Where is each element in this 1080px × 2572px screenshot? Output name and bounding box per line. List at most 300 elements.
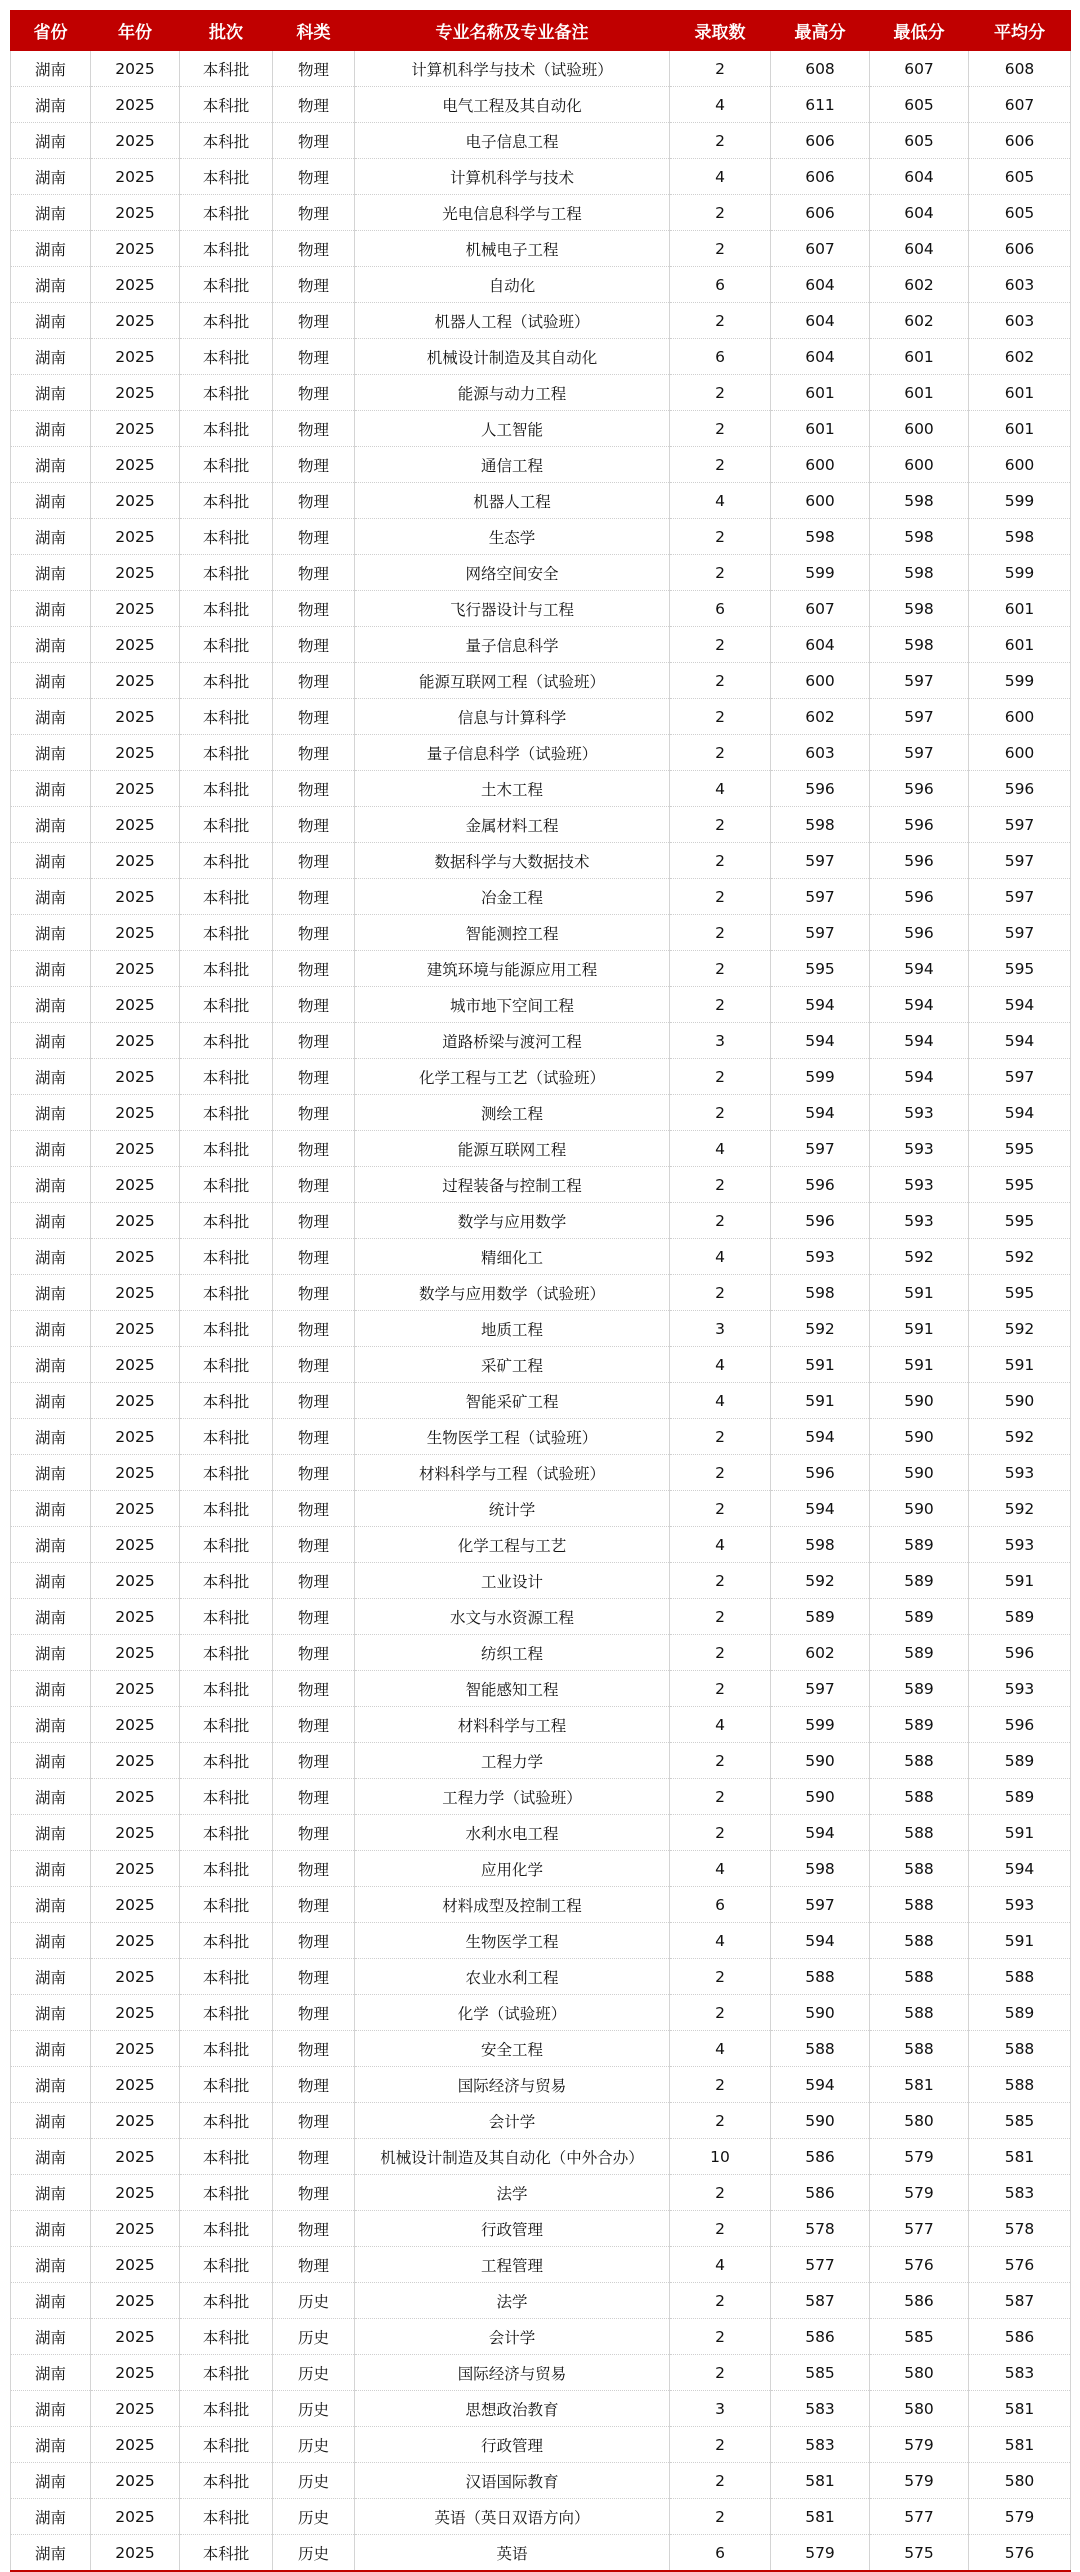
cell-major: 建筑环境与能源应用工程 — [355, 951, 670, 987]
cell-admitted: 2 — [670, 2463, 771, 2499]
table-row — [11, 2031, 1071, 2067]
cell-max-score: 596 — [771, 1455, 870, 1491]
cell-major: 农业水利工程 — [355, 1959, 670, 1995]
cell-year: 2025 — [91, 267, 180, 303]
cell-min-score: 604 — [870, 195, 969, 231]
cell-major: 化学工程与工艺（试验班） — [355, 1059, 670, 1095]
cell-admitted: 3 — [670, 1311, 771, 1347]
cell-admitted: 2 — [670, 987, 771, 1023]
cell-max-score: 589 — [771, 1599, 870, 1635]
cell-major: 数据科学与大数据技术 — [355, 843, 670, 879]
cell-min-score: 588 — [870, 1995, 969, 2031]
cell-province: 湖南 — [11, 1527, 91, 1563]
cell-min-score: 598 — [870, 519, 969, 555]
table-row — [11, 555, 1071, 591]
cell-subject: 物理 — [273, 231, 355, 267]
cell-subject: 物理 — [273, 519, 355, 555]
cell-subject: 物理 — [273, 2211, 355, 2247]
cell-avg-score: 586 — [969, 2319, 1071, 2355]
cell-max-score: 598 — [771, 1851, 870, 1887]
cell-batch: 本科批 — [180, 1671, 273, 1707]
cell-batch: 本科批 — [180, 1563, 273, 1599]
cell-major: 安全工程 — [355, 2031, 670, 2067]
cell-subject: 历史 — [273, 2391, 355, 2427]
cell-year: 2025 — [91, 303, 180, 339]
cell-avg-score: 587 — [969, 2283, 1071, 2319]
cell-admitted: 2 — [670, 1815, 771, 1851]
cell-batch: 本科批 — [180, 411, 273, 447]
cell-min-score: 575 — [870, 2535, 969, 2572]
cell-year: 2025 — [91, 1671, 180, 1707]
cell-min-score: 589 — [870, 1527, 969, 1563]
cell-min-score: 598 — [870, 591, 969, 627]
cell-subject: 物理 — [273, 411, 355, 447]
cell-max-score: 587 — [771, 2283, 870, 2319]
cell-province: 湖南 — [11, 1563, 91, 1599]
cell-admitted: 2 — [670, 843, 771, 879]
cell-avg-score: 601 — [969, 591, 1071, 627]
table-row — [11, 123, 1071, 159]
cell-avg-score: 595 — [969, 1131, 1071, 1167]
cell-subject: 物理 — [273, 123, 355, 159]
cell-avg-score: 581 — [969, 2139, 1071, 2175]
cell-avg-score: 597 — [969, 1059, 1071, 1095]
table-row — [11, 951, 1071, 987]
cell-major: 智能测控工程 — [355, 915, 670, 951]
cell-province: 湖南 — [11, 87, 91, 123]
cell-province: 湖南 — [11, 807, 91, 843]
admission-scores-table — [10, 10, 1071, 2572]
table-header-row — [11, 11, 1071, 51]
header-max-score: 最高分 — [771, 11, 870, 51]
cell-year: 2025 — [91, 519, 180, 555]
cell-max-score: 593 — [771, 1239, 870, 1275]
cell-min-score: 585 — [870, 2319, 969, 2355]
table-row — [11, 87, 1071, 123]
cell-admitted: 2 — [670, 519, 771, 555]
cell-avg-score: 592 — [969, 1491, 1071, 1527]
cell-major: 量子信息科学 — [355, 627, 670, 663]
cell-subject: 物理 — [273, 447, 355, 483]
cell-province: 湖南 — [11, 591, 91, 627]
cell-subject: 历史 — [273, 2427, 355, 2463]
cell-province: 湖南 — [11, 1851, 91, 1887]
cell-min-score: 588 — [870, 1959, 969, 1995]
cell-subject: 物理 — [273, 1419, 355, 1455]
cell-major: 测绘工程 — [355, 1095, 670, 1131]
table-row — [11, 1887, 1071, 1923]
cell-year: 2025 — [91, 1491, 180, 1527]
cell-province: 湖南 — [11, 1671, 91, 1707]
cell-year: 2025 — [91, 1743, 180, 1779]
table-row — [11, 915, 1071, 951]
cell-subject: 物理 — [273, 1167, 355, 1203]
cell-admitted: 2 — [670, 1455, 771, 1491]
cell-province: 湖南 — [11, 2211, 91, 2247]
cell-province: 湖南 — [11, 1779, 91, 1815]
cell-max-score: 594 — [771, 1815, 870, 1851]
cell-min-score: 598 — [870, 483, 969, 519]
cell-max-score: 596 — [771, 1203, 870, 1239]
cell-year: 2025 — [91, 1851, 180, 1887]
cell-min-score: 588 — [870, 1815, 969, 1851]
table-row — [11, 1347, 1071, 1383]
cell-min-score: 598 — [870, 555, 969, 591]
cell-avg-score: 576 — [969, 2535, 1071, 2572]
cell-admitted: 4 — [670, 1347, 771, 1383]
cell-subject: 物理 — [273, 807, 355, 843]
cell-admitted: 2 — [670, 1419, 771, 1455]
cell-subject: 物理 — [273, 555, 355, 591]
table-row — [11, 1311, 1071, 1347]
cell-province: 湖南 — [11, 1959, 91, 1995]
cell-admitted: 2 — [670, 699, 771, 735]
table-row — [11, 843, 1071, 879]
cell-admitted: 4 — [670, 1923, 771, 1959]
cell-max-score: 594 — [771, 1419, 870, 1455]
cell-max-score: 599 — [771, 1059, 870, 1095]
cell-province: 湖南 — [11, 555, 91, 591]
cell-batch: 本科批 — [180, 915, 273, 951]
cell-year: 2025 — [91, 2211, 180, 2247]
cell-min-score: 600 — [870, 411, 969, 447]
cell-admitted: 2 — [670, 1167, 771, 1203]
cell-batch: 本科批 — [180, 843, 273, 879]
cell-major: 会计学 — [355, 2103, 670, 2139]
cell-admitted: 2 — [670, 231, 771, 267]
cell-year: 2025 — [91, 2031, 180, 2067]
cell-min-score: 589 — [870, 1599, 969, 1635]
cell-admitted: 2 — [670, 1599, 771, 1635]
cell-batch: 本科批 — [180, 2427, 273, 2463]
cell-avg-score: 589 — [969, 1995, 1071, 2031]
cell-subject: 历史 — [273, 2463, 355, 2499]
table-row — [11, 2427, 1071, 2463]
cell-avg-score: 589 — [969, 1779, 1071, 1815]
cell-max-score: 598 — [771, 807, 870, 843]
cell-batch: 本科批 — [180, 2391, 273, 2427]
cell-subject: 物理 — [273, 627, 355, 663]
cell-batch: 本科批 — [180, 1347, 273, 1383]
cell-avg-score: 596 — [969, 771, 1071, 807]
cell-year: 2025 — [91, 51, 180, 87]
table-row — [11, 411, 1071, 447]
cell-admitted: 2 — [670, 1671, 771, 1707]
cell-avg-score: 597 — [969, 807, 1071, 843]
table-row — [11, 1491, 1071, 1527]
cell-min-score: 602 — [870, 303, 969, 339]
cell-subject: 物理 — [273, 51, 355, 87]
cell-province: 湖南 — [11, 159, 91, 195]
table-row — [11, 2355, 1071, 2391]
cell-max-score: 577 — [771, 2247, 870, 2283]
cell-max-score: 591 — [771, 1347, 870, 1383]
cell-subject: 物理 — [273, 699, 355, 735]
table-row — [11, 2103, 1071, 2139]
table-row — [11, 1851, 1071, 1887]
cell-min-score: 588 — [870, 1779, 969, 1815]
cell-batch: 本科批 — [180, 627, 273, 663]
cell-admitted: 6 — [670, 591, 771, 627]
cell-max-score: 607 — [771, 231, 870, 267]
cell-avg-score: 593 — [969, 1527, 1071, 1563]
cell-subject: 物理 — [273, 339, 355, 375]
cell-max-score: 594 — [771, 1491, 870, 1527]
cell-max-score: 607 — [771, 591, 870, 627]
cell-year: 2025 — [91, 627, 180, 663]
cell-batch: 本科批 — [180, 2499, 273, 2535]
cell-province: 湖南 — [11, 1635, 91, 1671]
cell-max-score: 594 — [771, 1095, 870, 1131]
cell-batch: 本科批 — [180, 663, 273, 699]
cell-min-score: 602 — [870, 267, 969, 303]
cell-province: 湖南 — [11, 2535, 91, 2572]
cell-min-score: 580 — [870, 2103, 969, 2139]
cell-min-score: 596 — [870, 771, 969, 807]
cell-province: 湖南 — [11, 1815, 91, 1851]
cell-min-score: 591 — [870, 1347, 969, 1383]
cell-admitted: 2 — [670, 1203, 771, 1239]
cell-avg-score: 588 — [969, 2031, 1071, 2067]
cell-subject: 物理 — [273, 771, 355, 807]
cell-major: 冶金工程 — [355, 879, 670, 915]
cell-year: 2025 — [91, 483, 180, 519]
cell-min-score: 589 — [870, 1635, 969, 1671]
cell-subject: 物理 — [273, 735, 355, 771]
cell-year: 2025 — [91, 123, 180, 159]
cell-major: 工程管理 — [355, 2247, 670, 2283]
cell-subject: 物理 — [273, 2103, 355, 2139]
cell-max-score: 594 — [771, 1023, 870, 1059]
cell-min-score: 579 — [870, 2139, 969, 2175]
cell-year: 2025 — [91, 339, 180, 375]
cell-major: 网络空间安全 — [355, 555, 670, 591]
cell-avg-score: 583 — [969, 2175, 1071, 2211]
cell-avg-score: 599 — [969, 555, 1071, 591]
cell-admitted: 4 — [670, 771, 771, 807]
cell-year: 2025 — [91, 735, 180, 771]
cell-batch: 本科批 — [180, 1419, 273, 1455]
table-row — [11, 2139, 1071, 2175]
cell-subject: 历史 — [273, 2499, 355, 2535]
cell-min-score: 604 — [870, 159, 969, 195]
cell-max-score: 591 — [771, 1383, 870, 1419]
cell-subject: 物理 — [273, 1743, 355, 1779]
cell-max-score: 600 — [771, 483, 870, 519]
cell-subject: 物理 — [273, 1095, 355, 1131]
cell-subject: 物理 — [273, 1131, 355, 1167]
table-row — [11, 2499, 1071, 2535]
cell-major: 国际经济与贸易 — [355, 2067, 670, 2103]
cell-min-score: 592 — [870, 1239, 969, 1275]
cell-batch: 本科批 — [180, 2031, 273, 2067]
cell-year: 2025 — [91, 879, 180, 915]
cell-major: 机械设计制造及其自动化（中外合办） — [355, 2139, 670, 2175]
cell-admitted: 2 — [670, 735, 771, 771]
cell-admitted: 2 — [670, 1059, 771, 1095]
cell-avg-score: 579 — [969, 2499, 1071, 2535]
cell-admitted: 2 — [670, 555, 771, 591]
table-row — [11, 1635, 1071, 1671]
cell-province: 湖南 — [11, 2175, 91, 2211]
cell-subject: 物理 — [273, 1707, 355, 1743]
cell-min-score: 591 — [870, 1275, 969, 1311]
cell-subject: 物理 — [273, 2247, 355, 2283]
cell-year: 2025 — [91, 1599, 180, 1635]
cell-subject: 物理 — [273, 1239, 355, 1275]
cell-major: 纺织工程 — [355, 1635, 670, 1671]
cell-province: 湖南 — [11, 447, 91, 483]
cell-batch: 本科批 — [180, 1023, 273, 1059]
cell-province: 湖南 — [11, 231, 91, 267]
cell-max-score: 596 — [771, 1167, 870, 1203]
cell-batch: 本科批 — [180, 2211, 273, 2247]
cell-admitted: 4 — [670, 1383, 771, 1419]
cell-batch: 本科批 — [180, 375, 273, 411]
cell-admitted: 2 — [670, 1995, 771, 2031]
cell-max-score: 592 — [771, 1311, 870, 1347]
cell-admitted: 3 — [670, 2391, 771, 2427]
cell-batch: 本科批 — [180, 807, 273, 843]
table-row — [11, 2319, 1071, 2355]
cell-min-score: 589 — [870, 1563, 969, 1599]
cell-avg-score: 606 — [969, 123, 1071, 159]
cell-year: 2025 — [91, 231, 180, 267]
cell-max-score: 608 — [771, 51, 870, 87]
table-row — [11, 267, 1071, 303]
table-row — [11, 1563, 1071, 1599]
cell-year: 2025 — [91, 2247, 180, 2283]
cell-avg-score: 597 — [969, 879, 1071, 915]
cell-admitted: 2 — [670, 2283, 771, 2319]
cell-max-score: 583 — [771, 2427, 870, 2463]
cell-min-score: 588 — [870, 1923, 969, 1959]
cell-min-score: 577 — [870, 2499, 969, 2535]
table-body — [11, 51, 1071, 2572]
table-row — [11, 1455, 1071, 1491]
cell-major: 地质工程 — [355, 1311, 670, 1347]
cell-province: 湖南 — [11, 1419, 91, 1455]
cell-major: 能源与动力工程 — [355, 375, 670, 411]
cell-subject: 物理 — [273, 1851, 355, 1887]
cell-batch: 本科批 — [180, 1275, 273, 1311]
cell-province: 湖南 — [11, 1023, 91, 1059]
cell-min-score: 576 — [870, 2247, 969, 2283]
cell-major: 材料科学与工程 — [355, 1707, 670, 1743]
cell-subject: 物理 — [273, 843, 355, 879]
cell-major: 智能感知工程 — [355, 1671, 670, 1707]
cell-batch: 本科批 — [180, 2139, 273, 2175]
cell-province: 湖南 — [11, 1887, 91, 1923]
cell-avg-score: 596 — [969, 1635, 1071, 1671]
cell-major: 英语 — [355, 2535, 670, 2572]
cell-min-score: 579 — [870, 2463, 969, 2499]
cell-max-score: 598 — [771, 1275, 870, 1311]
cell-max-score: 604 — [771, 303, 870, 339]
table-row — [11, 2247, 1071, 2283]
cell-max-score: 597 — [771, 843, 870, 879]
cell-year: 2025 — [91, 1239, 180, 1275]
cell-admitted: 2 — [670, 1563, 771, 1599]
cell-avg-score: 594 — [969, 1023, 1071, 1059]
cell-admitted: 2 — [670, 1959, 771, 1995]
cell-batch: 本科批 — [180, 1743, 273, 1779]
table-row — [11, 2391, 1071, 2427]
table-row — [11, 1419, 1071, 1455]
table-row — [11, 1023, 1071, 1059]
cell-min-score: 593 — [870, 1167, 969, 1203]
cell-subject: 物理 — [273, 951, 355, 987]
cell-min-score: 605 — [870, 87, 969, 123]
cell-batch: 本科批 — [180, 1095, 273, 1131]
cell-year: 2025 — [91, 1275, 180, 1311]
cell-avg-score: 603 — [969, 303, 1071, 339]
table-row — [11, 663, 1071, 699]
cell-subject: 物理 — [273, 1023, 355, 1059]
cell-subject: 物理 — [273, 1347, 355, 1383]
cell-year: 2025 — [91, 843, 180, 879]
cell-avg-score: 597 — [969, 843, 1071, 879]
table-row — [11, 159, 1071, 195]
cell-batch: 本科批 — [180, 735, 273, 771]
cell-admitted: 2 — [670, 1779, 771, 1815]
cell-admitted: 2 — [670, 2175, 771, 2211]
cell-admitted: 2 — [670, 2355, 771, 2391]
cell-major: 采矿工程 — [355, 1347, 670, 1383]
cell-min-score: 598 — [870, 627, 969, 663]
cell-avg-score: 593 — [969, 1887, 1071, 1923]
cell-subject: 历史 — [273, 2355, 355, 2391]
cell-major: 金属材料工程 — [355, 807, 670, 843]
cell-avg-score: 593 — [969, 1671, 1071, 1707]
cell-admitted: 2 — [670, 447, 771, 483]
cell-province: 湖南 — [11, 735, 91, 771]
cell-max-score: 588 — [771, 1959, 870, 1995]
cell-avg-score: 601 — [969, 627, 1071, 663]
cell-avg-score: 581 — [969, 2391, 1071, 2427]
cell-avg-score: 606 — [969, 231, 1071, 267]
cell-province: 湖南 — [11, 519, 91, 555]
cell-admitted: 10 — [670, 2139, 771, 2175]
cell-year: 2025 — [91, 1347, 180, 1383]
cell-major: 计算机科学与技术 — [355, 159, 670, 195]
cell-subject: 物理 — [273, 2175, 355, 2211]
cell-subject: 物理 — [273, 303, 355, 339]
cell-province: 湖南 — [11, 1599, 91, 1635]
cell-min-score: 596 — [870, 915, 969, 951]
cell-year: 2025 — [91, 1383, 180, 1419]
cell-province: 湖南 — [11, 2391, 91, 2427]
cell-province: 湖南 — [11, 2499, 91, 2535]
cell-batch: 本科批 — [180, 87, 273, 123]
cell-avg-score: 595 — [969, 1275, 1071, 1311]
cell-year: 2025 — [91, 2283, 180, 2319]
cell-province: 湖南 — [11, 1239, 91, 1275]
cell-major: 工业设计 — [355, 1563, 670, 1599]
cell-subject: 历史 — [273, 2283, 355, 2319]
cell-admitted: 6 — [670, 1887, 771, 1923]
cell-year: 2025 — [91, 1527, 180, 1563]
cell-min-score: 607 — [870, 51, 969, 87]
cell-min-score: 588 — [870, 1887, 969, 1923]
cell-province: 湖南 — [11, 1059, 91, 1095]
cell-batch: 本科批 — [180, 1599, 273, 1635]
cell-batch: 本科批 — [180, 1203, 273, 1239]
cell-batch: 本科批 — [180, 1167, 273, 1203]
cell-min-score: 586 — [870, 2283, 969, 2319]
table-row — [11, 195, 1071, 231]
cell-admitted: 2 — [670, 627, 771, 663]
